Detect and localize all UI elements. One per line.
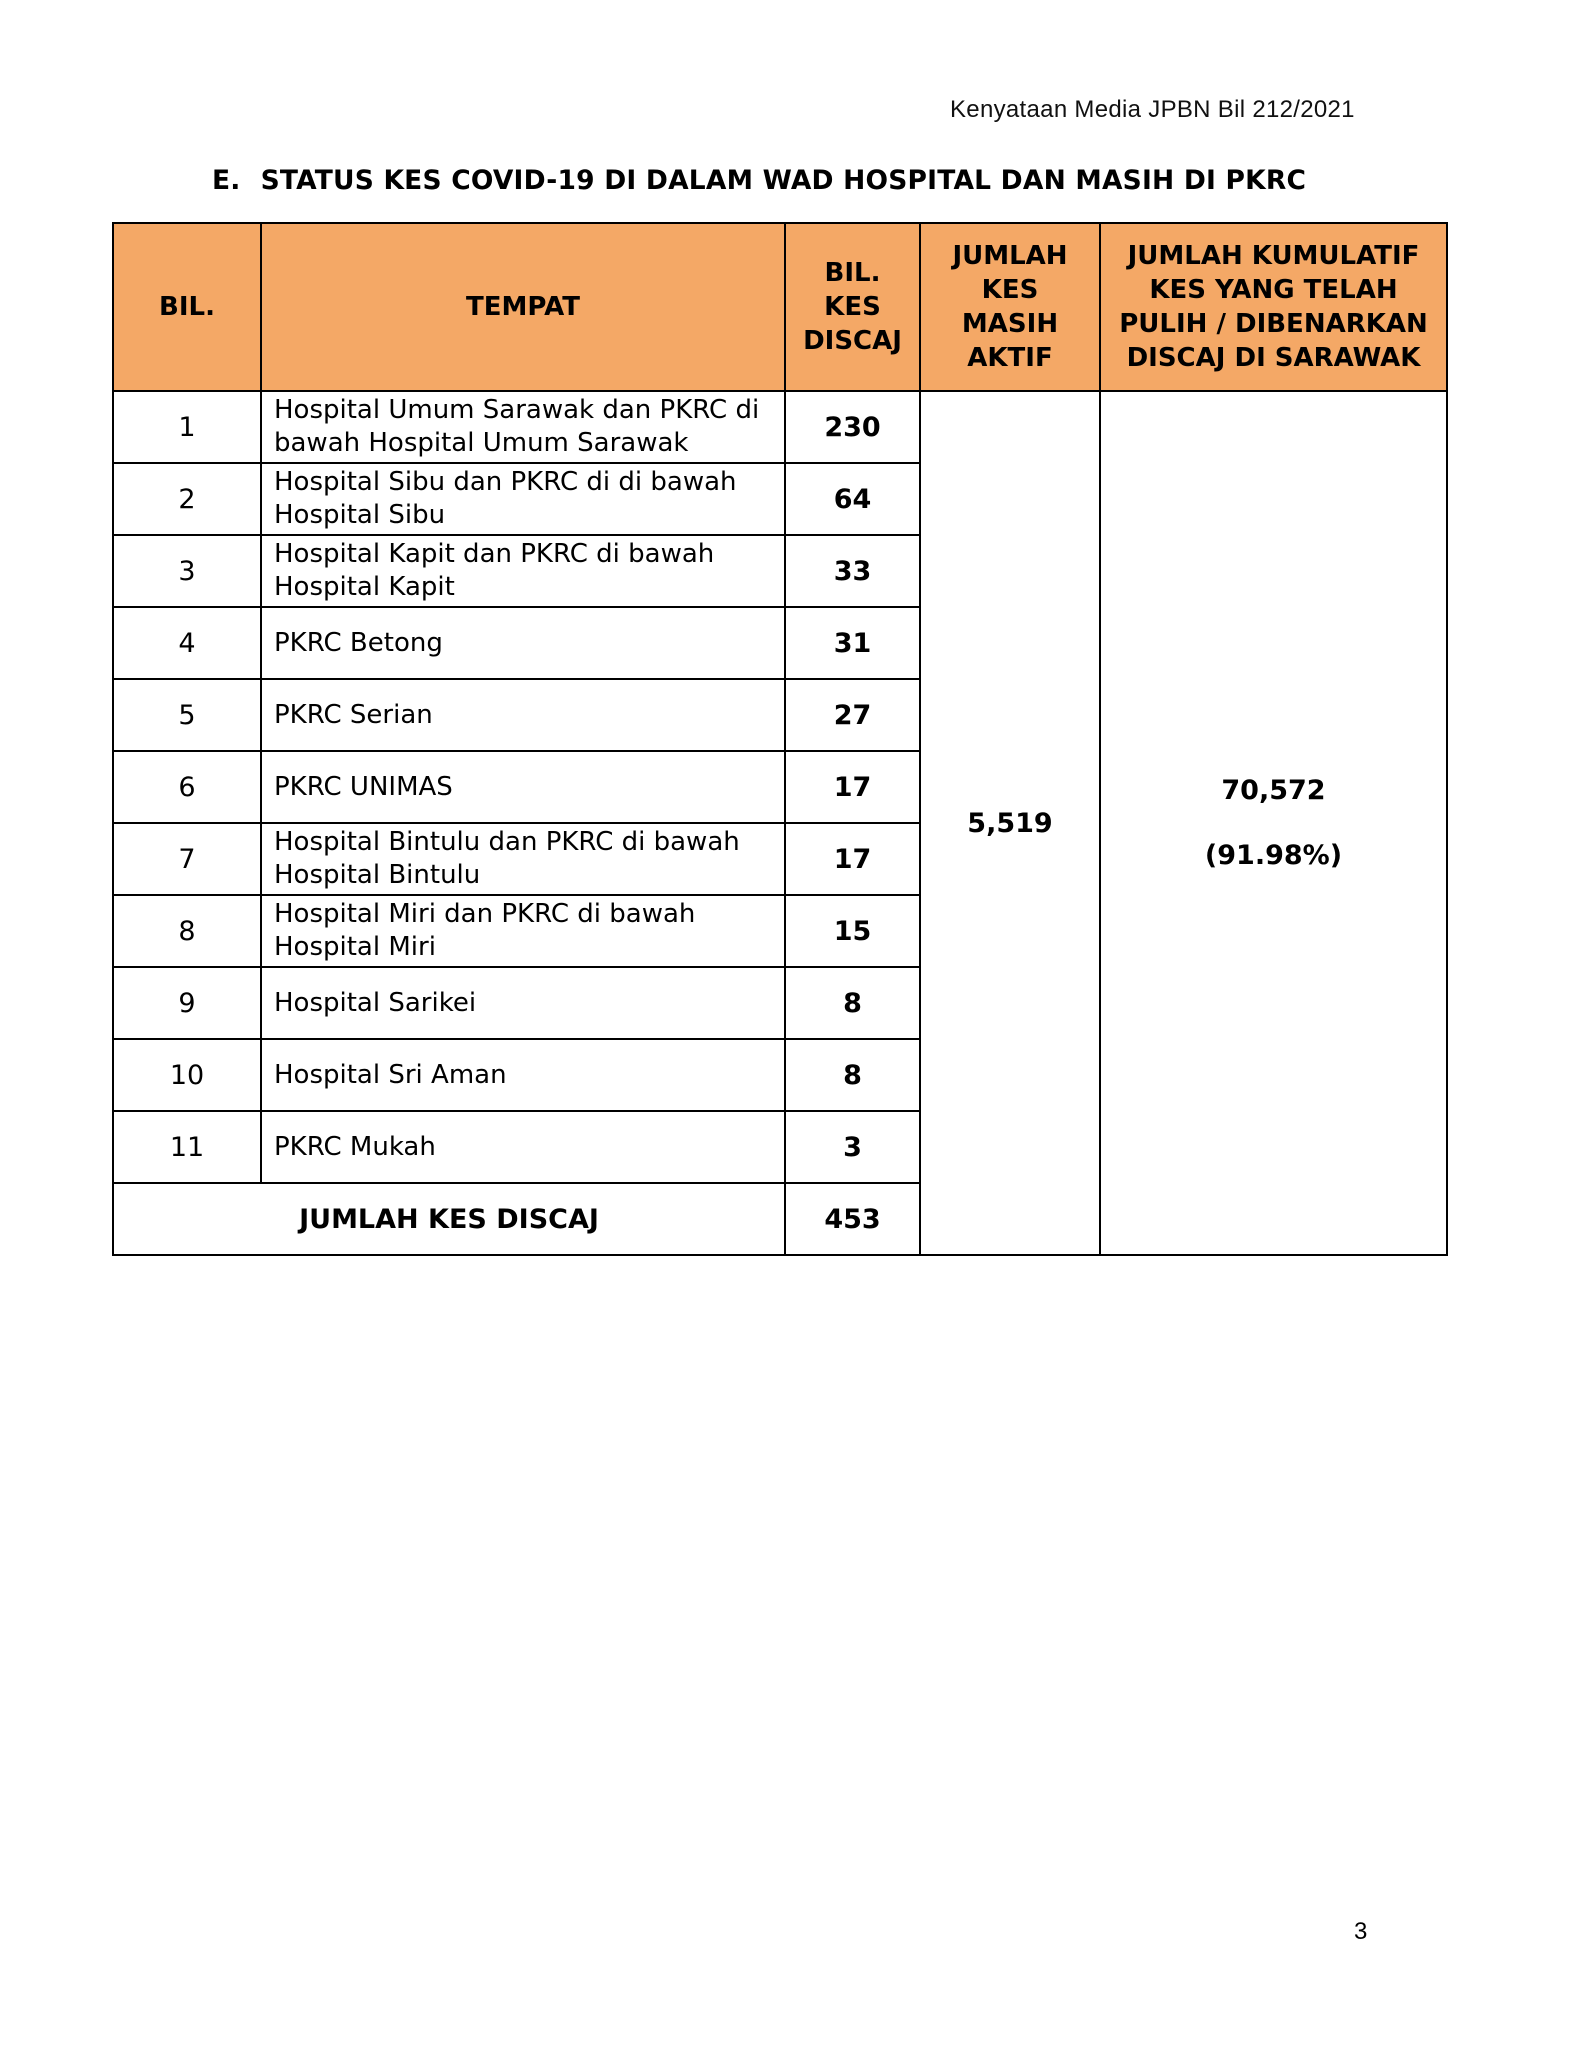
row-discharged-count: 15 <box>785 895 920 967</box>
row-discharged-count: 17 <box>785 751 920 823</box>
row-number: 4 <box>113 607 261 679</box>
row-place <box>261 967 785 1039</box>
header-bil-kes-discaj <box>785 223 920 391</box>
discharge-status-table <box>112 222 1448 1256</box>
row-discharged-count: 17 <box>785 823 920 895</box>
row-number: 7 <box>113 823 261 895</box>
row-discharged-count: 33 <box>785 535 920 607</box>
cumulative-recovered-percent: (91.98%) <box>1204 840 1343 871</box>
total-value: 453 <box>785 1183 920 1255</box>
header-bil: BIL. <box>113 223 261 391</box>
header-line: PULIH / DIBENARKAN <box>1119 309 1428 339</box>
row-number: 1 <box>113 391 261 463</box>
row-number: 5 <box>113 679 261 751</box>
place-line: Hospital Sarikei <box>274 987 477 1018</box>
row-place <box>261 607 785 679</box>
row-number: 3 <box>113 535 261 607</box>
row-place <box>261 1111 785 1183</box>
place-line: Hospital Bintulu dan PKRC di bawah <box>274 827 740 857</box>
place-line: bawah Hospital Umum Sarawak <box>274 428 689 458</box>
place-line: Hospital Umum Sarawak dan PKRC di <box>274 395 760 425</box>
place-line: PKRC Mukah <box>274 1131 436 1162</box>
header-jumlah-kes-aktif <box>920 223 1100 391</box>
place-line: PKRC UNIMAS <box>274 771 453 802</box>
row-discharged-count: 8 <box>785 1039 920 1111</box>
row-discharged-count: 8 <box>785 967 920 1039</box>
document-reference: Kenyataan Media JPBN Bil 212/2021 <box>950 96 1355 123</box>
row-place <box>261 463 785 535</box>
total-label: JUMLAH KES DISCAJ <box>113 1183 785 1255</box>
header-line: JUMLAH KUMULATIF <box>1127 241 1420 271</box>
header-jumlah-kumulatif <box>1100 223 1447 391</box>
header-line: BIL. <box>824 258 881 288</box>
section-letter: E. <box>212 165 241 196</box>
row-discharged-count: 64 <box>785 463 920 535</box>
header-tempat: TEMPAT <box>261 223 785 391</box>
header-line: JUMLAH <box>952 241 1068 271</box>
row-discharged-count: 27 <box>785 679 920 751</box>
row-place <box>261 679 785 751</box>
table-header-row <box>113 223 1447 391</box>
header-line: KES YANG TELAH <box>1149 275 1398 305</box>
row-number: 9 <box>113 967 261 1039</box>
place-line: Hospital Sri Aman <box>274 1059 507 1090</box>
table-body <box>113 391 1447 1255</box>
row-place <box>261 391 785 463</box>
place-line: Hospital Miri <box>274 932 436 962</box>
row-number: 8 <box>113 895 261 967</box>
row-number: 6 <box>113 751 261 823</box>
row-place <box>261 895 785 967</box>
row-place <box>261 1039 785 1111</box>
place-line: Hospital Sibu <box>274 500 446 530</box>
place-line: Hospital Miri dan PKRC di bawah <box>274 899 696 929</box>
active-cases-value: 5,519 <box>920 391 1100 1255</box>
cumulative-recovered-cell <box>1100 391 1447 1255</box>
place-line: Hospital Bintulu <box>274 860 481 890</box>
row-place <box>261 823 785 895</box>
place-line: Hospital Sibu dan PKRC di di bawah <box>274 467 737 497</box>
header-line: KES <box>981 275 1039 305</box>
header-line: AKTIF <box>967 343 1053 373</box>
header-line: DISCAJ <box>803 326 902 356</box>
header-line: MASIH <box>961 309 1059 339</box>
row-number: 2 <box>113 463 261 535</box>
row-discharged-count: 3 <box>785 1111 920 1183</box>
place-line: PKRC Serian <box>274 699 433 730</box>
row-discharged-count: 31 <box>785 607 920 679</box>
header-line: DISCAJ DI SARAWAK <box>1126 343 1421 373</box>
place-line: Hospital Kapit dan PKRC di bawah <box>274 539 715 569</box>
row-place <box>261 751 785 823</box>
row-number: 11 <box>113 1111 261 1183</box>
section-title <box>212 165 1306 196</box>
header-line: KES <box>824 292 881 322</box>
row-number: 10 <box>113 1039 261 1111</box>
page-number: 3 <box>1354 1918 1368 1945</box>
place-line: Hospital Kapit <box>274 572 455 602</box>
section-title-text: STATUS KES COVID-19 DI DALAM WAD HOSPITAL DAN MASIH DI PKRC <box>260 165 1307 196</box>
cumulative-recovered-value: 70,572 <box>1221 775 1326 806</box>
table-row <box>113 391 1447 463</box>
row-discharged-count: 230 <box>785 391 920 463</box>
row-place <box>261 535 785 607</box>
place-line: PKRC Betong <box>274 627 443 658</box>
